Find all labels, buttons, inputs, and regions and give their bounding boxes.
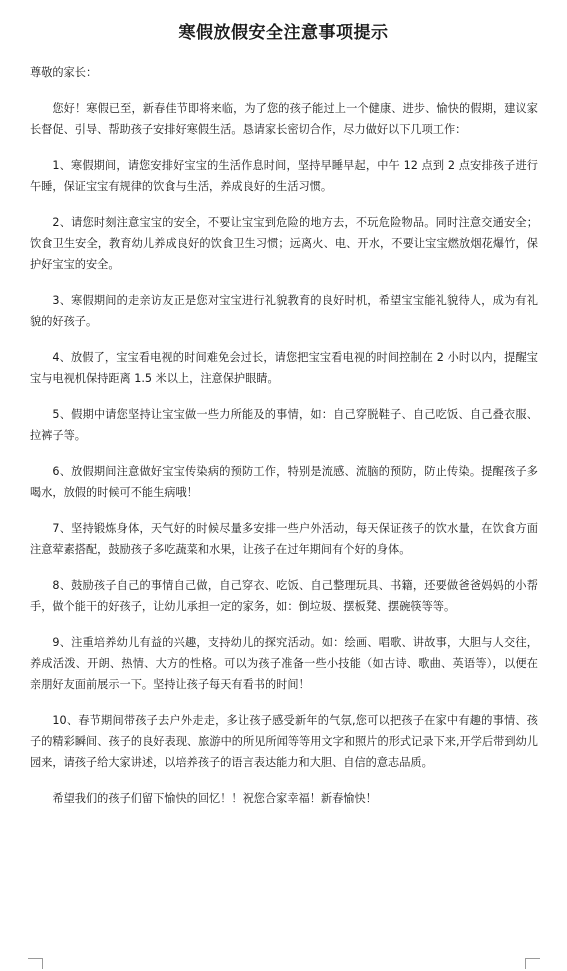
list-item: 6、放假期间注意做好宝宝传染病的预防工作，特别是流感、流脑的预防，防止传染。提醒孩子多喝水，放假的时候可不能生病哦！	[30, 465, 538, 499]
document-body	[30, 62, 538, 809]
list-item: 4、放假了，宝宝看电视的时间难免会过长，请您把宝宝看电视的时间控制在 2 小时以内，提醒宝宝与电视机保持距离 1.5 米以上，注意保护眼睛。	[30, 351, 538, 385]
intro-paragraph: 您好！寒假已至，新春佳节即将来临，为了您的孩子能过上一个健康、进步、愉快的假期，建议家长督促、引导、帮助孩子安排好寒假生活。恳请家长密切合作，尽力做好以下几项工作：	[30, 102, 538, 136]
list-item: 3、寒假期间的走亲访友正是您对宝宝进行礼貌教育的良好时机，希望宝宝能礼貌待人，成为有礼貌的好孩子。	[30, 294, 538, 328]
document-title: 寒假放假安全注意事项提示	[178, 23, 389, 43]
list-item: 10、春节期间带孩子去户外走走，多让孩子感受新年的气氛,您可以把孩子在家中有趣的事情、孩子的精彩瞬间、孩子的良好表现、旅游中的所见所闻等等用文字和照片的形式记录下来,开学后带到幼儿园来，请孩子给大家讲述，以培养孩子的语言表达能力和大胆、自信的意志品质。	[30, 714, 538, 769]
page-corner-mark-right	[525, 958, 540, 969]
page-corner-mark-left	[28, 958, 43, 969]
list-item: 9、注重培养幼儿有益的兴趣，支持幼儿的探究活动。如：绘画、唱歌、讲故事，大胆与人交往，养成活泼、开朗、热情、大方的性格。可以为孩子准备一些小技能（如古诗、歌曲、英语等），以便在亲朋好友面前展示一下。坚持让孩子每天有看书的时间！	[30, 636, 538, 691]
closing-paragraph: 希望我们的孩子们留下愉快的回忆！！祝您合家幸福！新春愉快！	[52, 792, 377, 805]
list-item: 1、寒假期间，请您安排好宝宝的生活作息时间，坚持早睡早起，中午 12 点到 2 点安排孩子进行午睡，保证宝宝有规律的饮食与生活，养成良好的生活习惯。	[30, 159, 538, 193]
list-item: 5、假期中请您坚持让宝宝做一些力所能及的事情，如：自己穿脱鞋子、自己吃饭、自己叠衣服、拉裤子等。	[30, 408, 538, 442]
list-item: 7、坚持锻炼身体，天气好的时候尽量多安排一些户外活动，每天保证孩子的饮水量，在饮食方面注意荤素搭配，鼓励孩子多吃蔬菜和水果，让孩子在过年期间有个好的身体。	[30, 522, 538, 556]
greeting: 尊敬的家长：	[30, 66, 98, 79]
list-item: 8、鼓励孩子自己的事情自己做，自己穿衣、吃饭、自己整理玩具、书籍，还要做爸爸妈妈的小帮手，做个能干的好孩子，让幼儿承担一定的家务，如：倒垃圾、摆板凳、摆碗筷等等。	[30, 579, 538, 613]
list-item: 2、请您时刻注意宝宝的安全，不要让宝宝到危险的地方去，不玩危险物品。同时注意交通安全；饮食卫生安全，教育幼儿养成良好的饮食卫生习惯；远离火、电、开水，不要让宝宝燃放烟花爆竹，保护好宝宝的安全。	[30, 216, 538, 271]
